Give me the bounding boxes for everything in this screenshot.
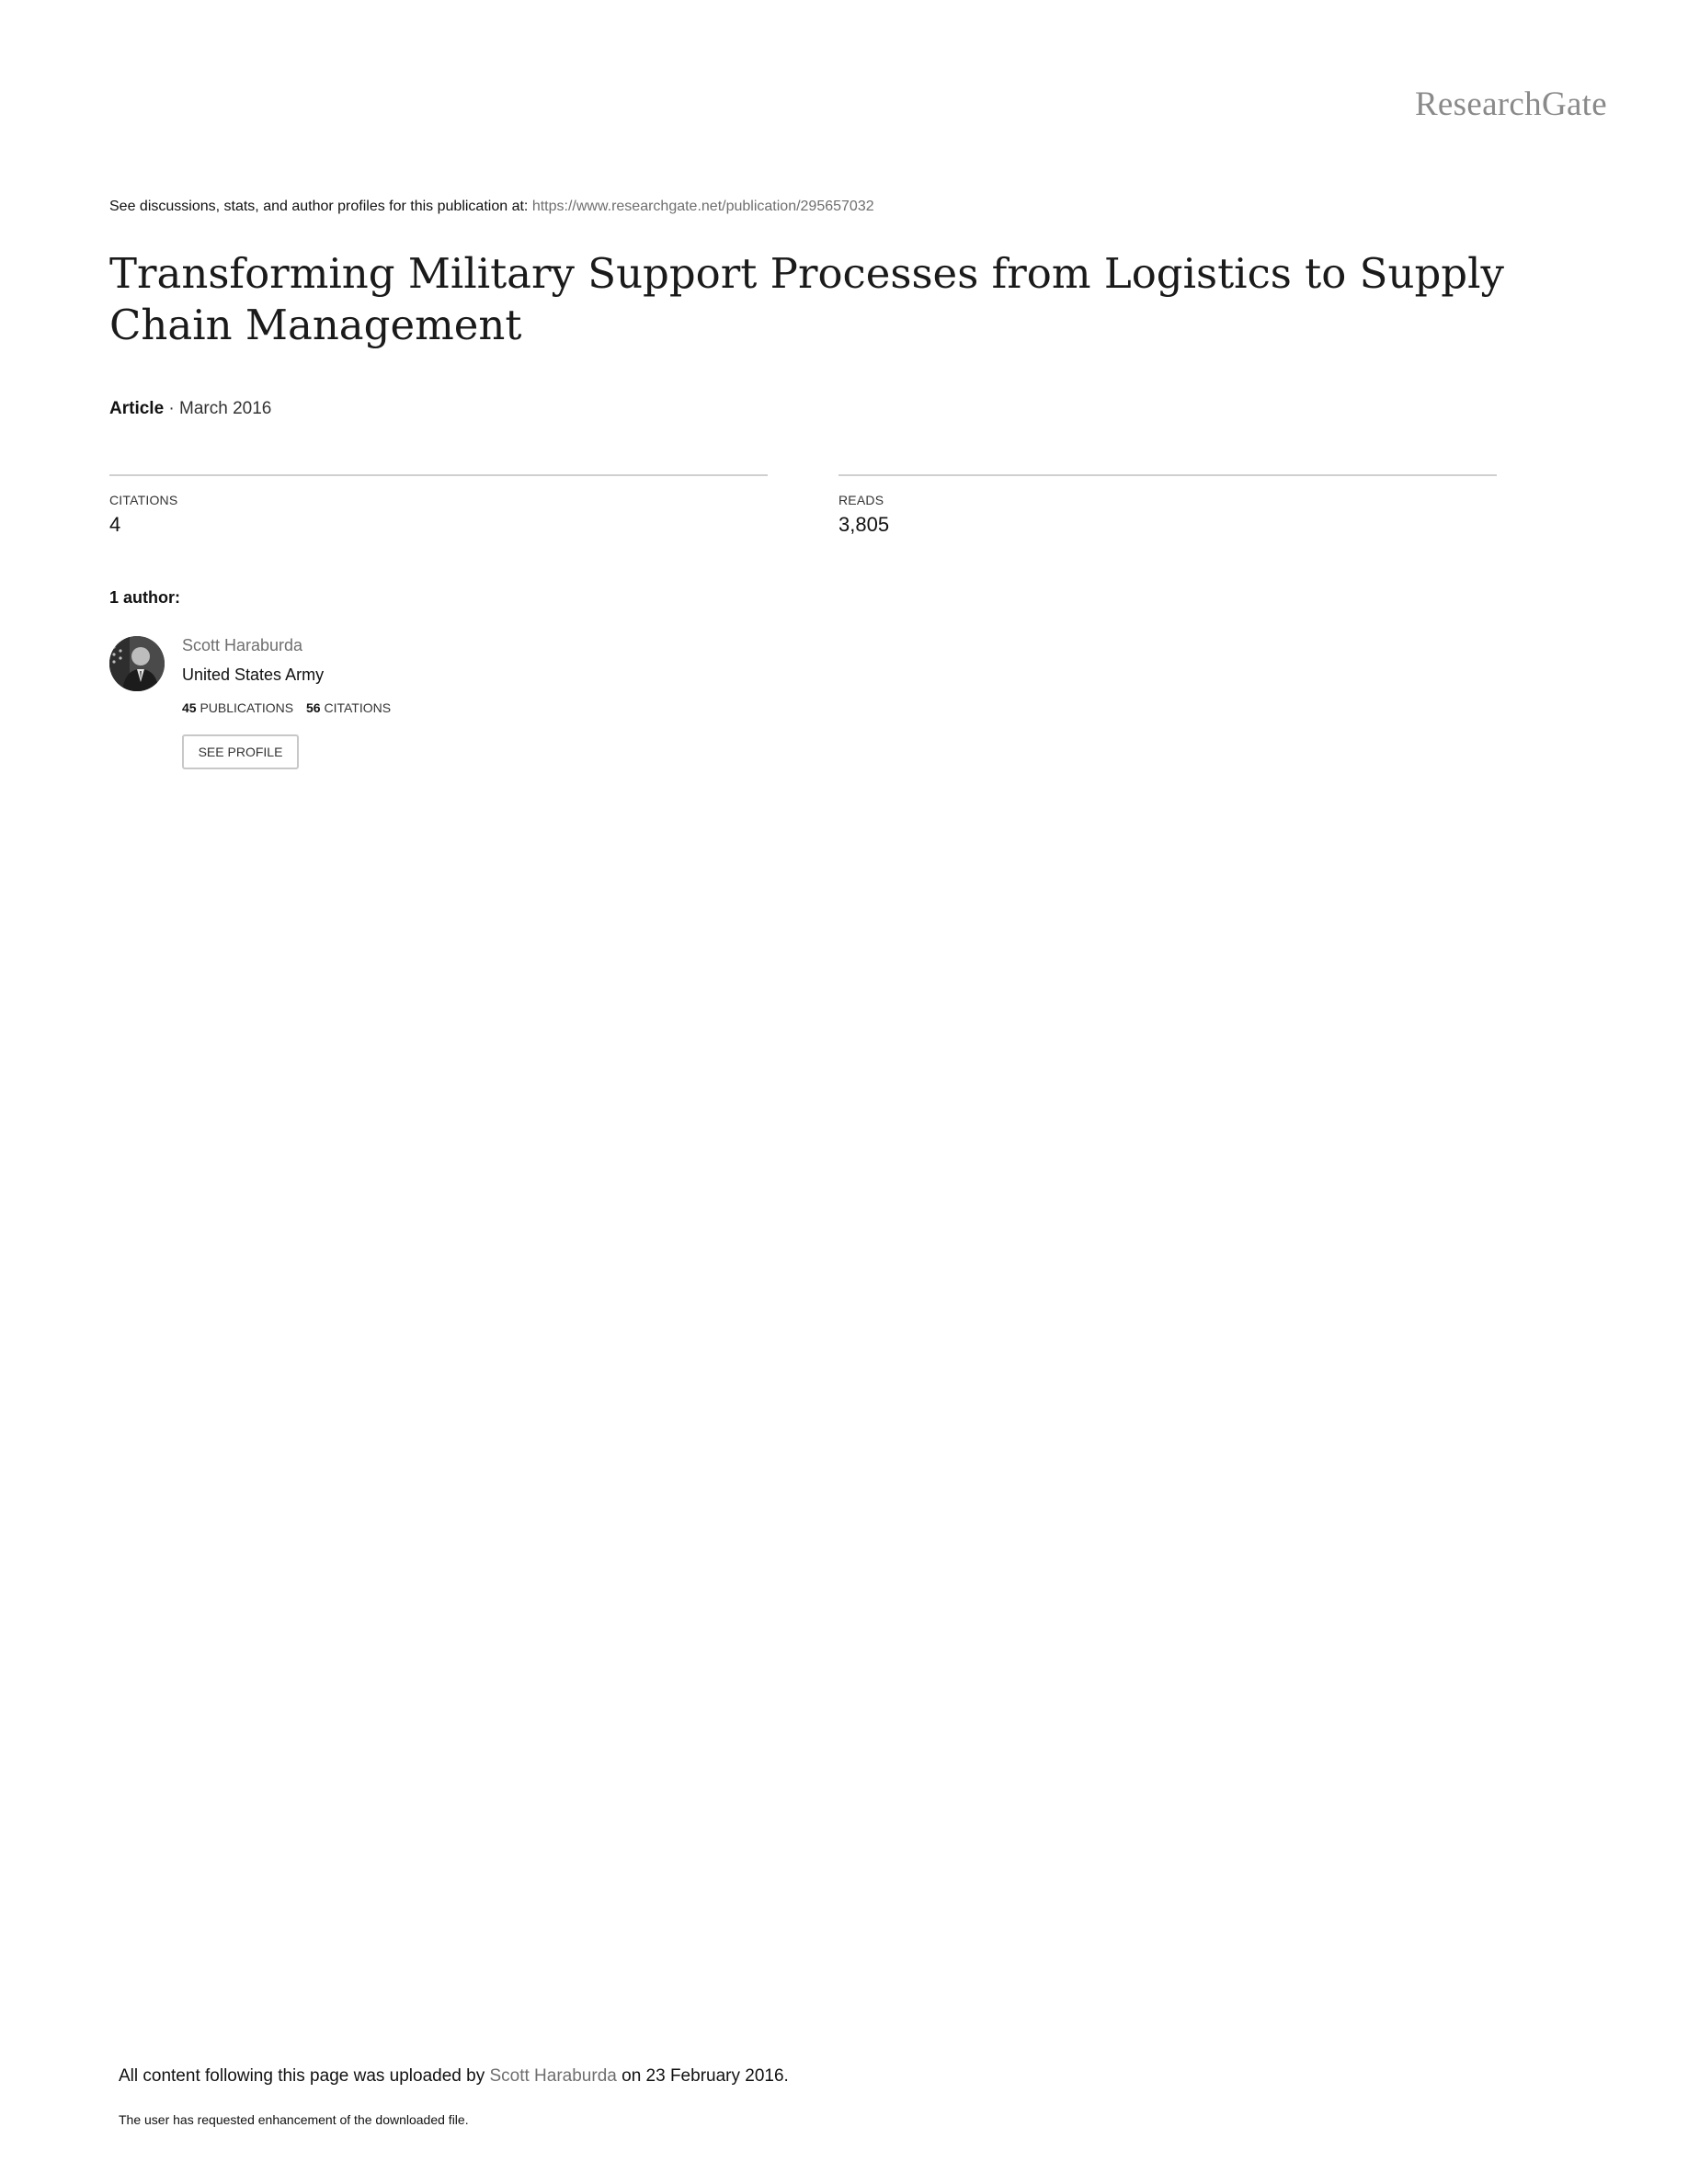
upload-suffix: on 23 February 2016. [616, 2066, 789, 2086]
publication-meta [109, 399, 271, 419]
publication-title: Transforming Military Support Processes from Logistics to Supply Chain Management [109, 249, 1504, 349]
citations-value: 4 [109, 513, 121, 536]
publication-type: Article [109, 399, 165, 418]
author-stats [182, 700, 391, 715]
upload-note [119, 2066, 789, 2087]
see-profile-button[interactable]: SEE PROFILE [182, 734, 299, 769]
citations-label: CITATIONS [109, 493, 178, 507]
uploader-link[interactable]: Scott Haraburda [489, 2066, 617, 2086]
author-name-link[interactable]: Scott Haraburda [182, 636, 303, 654]
author-institution: United States Army [182, 665, 325, 684]
author-publications-count: 45 [182, 700, 197, 715]
authors-heading: 1 author: [109, 588, 181, 607]
discussion-line [109, 199, 874, 215]
researchgate-logo[interactable]: ResearchGate [1414, 85, 1607, 123]
discussion-prefix: See discussions, stats, and author profiles for this publication at: [109, 199, 532, 214]
upload-prefix: All content following this page was uploaded by [119, 2066, 490, 2086]
reads-label: READS [838, 493, 884, 507]
author-photo-icon [109, 636, 165, 691]
author-avatar[interactable] [109, 636, 165, 691]
meta-separator: · [164, 399, 180, 418]
citations-divider [109, 474, 768, 476]
publication-link[interactable]: https://www.researchgate.net/publication/295657032 [531, 199, 874, 214]
enhancement-note: The user has requested enhancement of the downloaded file. [119, 2112, 469, 2127]
author-citations-count: 56 [306, 700, 321, 715]
reads-value: 3,805 [838, 513, 890, 536]
publication-date: March 2016 [179, 399, 272, 418]
reads-divider [838, 474, 1497, 476]
author-publications-label: PUBLICATIONS [200, 700, 294, 715]
author-citations-label: CITATIONS [324, 700, 392, 715]
